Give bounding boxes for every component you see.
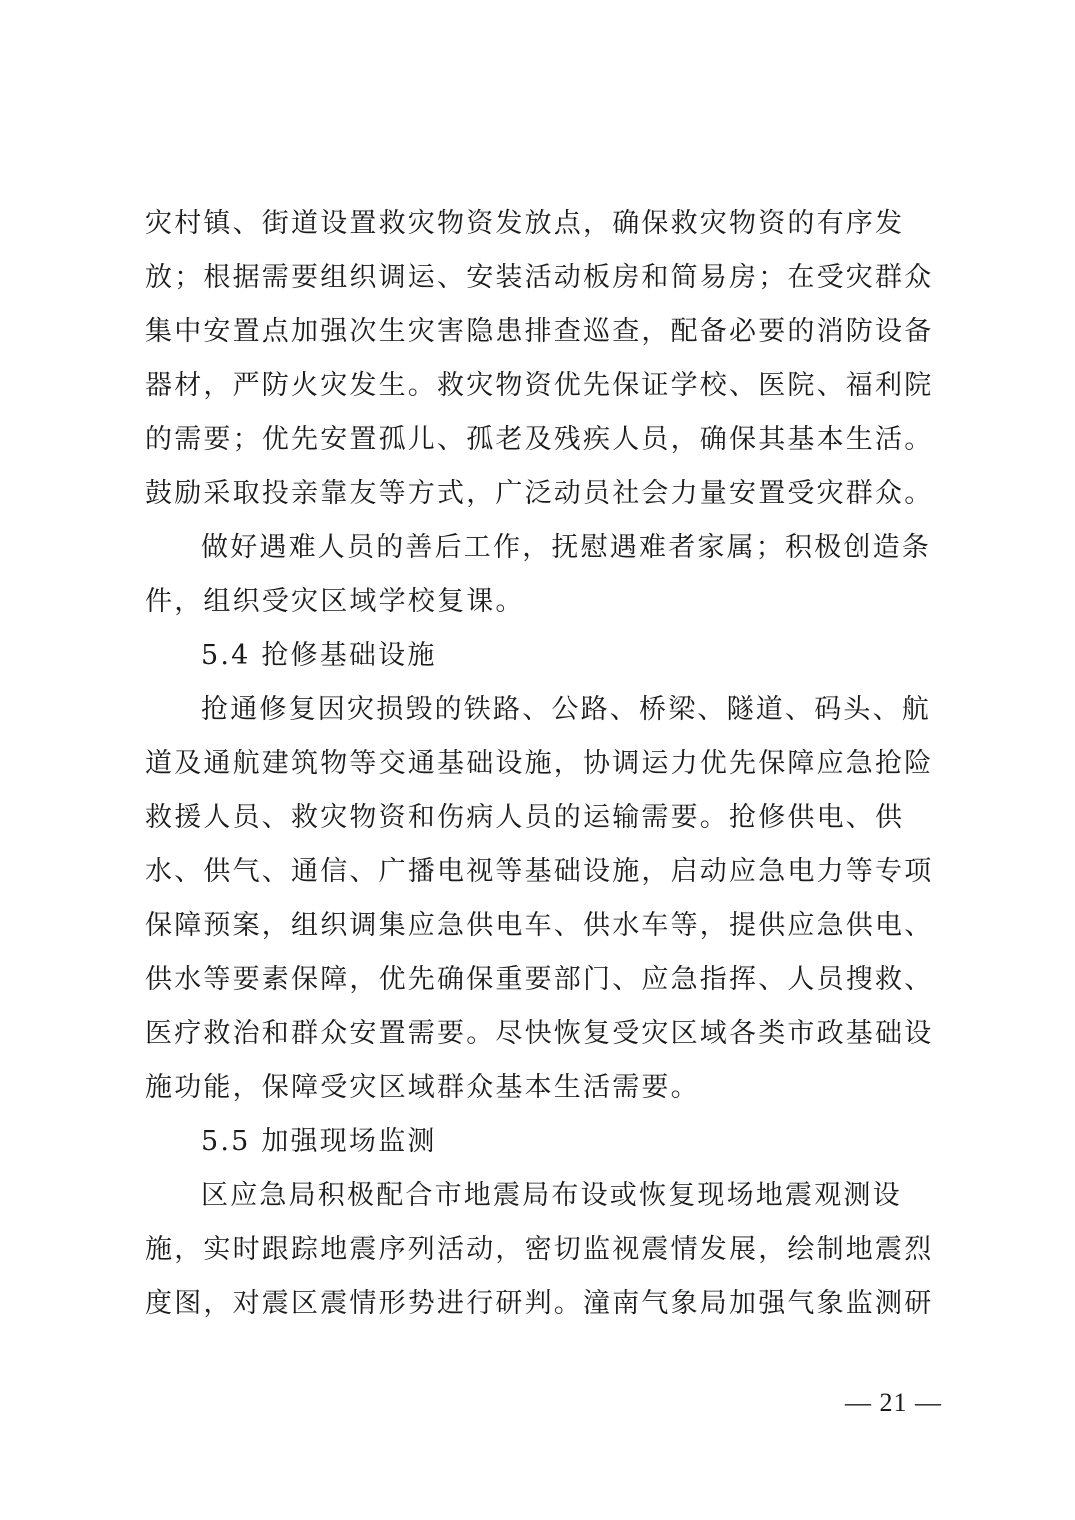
page-number: — 21 — — [845, 1388, 942, 1417]
text-line: 灾村镇、街道设置救灾物资发放点，确保救灾物资的有序发 — [145, 208, 905, 239]
text-line: 度图，对震区震情形势进行研判。潼南气象局加强气象监测研 — [145, 1288, 934, 1319]
text-line: 施功能，保障受灾区域群众基本生活需要。 — [145, 1072, 700, 1103]
text-line: 保障预案，组织调集应急供电车、供水车等，提供应急供电、 — [145, 910, 934, 941]
paragraph-start-line: 抢通修复因灾损毁的铁路、公路、桥梁、隧道、码头、航 — [201, 694, 931, 725]
text-line: 施，实时跟踪地震序列活动，密切监视震情发展，绘制地震烈 — [145, 1234, 934, 1265]
text-line: 救援人员、救灾物资和伤病人员的运输需要。抢修供电、供 — [145, 802, 905, 833]
text-line: 道及通航建筑物等交通基础设施，协调运力优先保障应急抢险 — [145, 748, 934, 779]
text-line: 鼓励采取投亲靠友等方式，广泛动员社会力量安置受灾群众。 — [145, 478, 934, 509]
paragraph-start-line: 区应急局积极配合市地震局布设或恢复现场地震观测设 — [201, 1180, 902, 1211]
text-line: 器材，严防火灾发生。救灾物资优先保证学校、医院、福利院 — [145, 370, 934, 401]
text-line: 件，组织受灾区域学校复课。 — [145, 586, 525, 617]
text-line: 供水等要素保障，优先确保重要部门、应急指挥、人员搜救、 — [145, 964, 934, 995]
text-line: 的需要；优先安置孤儿、孤老及残疾人员，确保其基本生活。 — [145, 424, 934, 455]
paragraph-start-line: 做好遇难人员的善后工作，抚慰遇难者家属；积极创造条 — [201, 532, 931, 563]
section-heading-5-5: 5.5 加强现场监测 — [201, 1126, 437, 1157]
text-line: 集中安置点加强次生灾害隐患排查巡查，配备必要的消防设备 — [145, 316, 934, 347]
text-line: 医疗救治和群众安置需要。尽快恢复受灾区域各类市政基础设 — [145, 1018, 934, 1049]
text-line: 放；根据需要组织调运、安装活动板房和简易房；在受灾群众 — [145, 262, 934, 293]
text-line: 水、供气、通信、广播电视等基础设施，启动应急电力等专项 — [145, 856, 934, 887]
section-heading-5-4: 5.4 抢修基础设施 — [201, 640, 437, 671]
